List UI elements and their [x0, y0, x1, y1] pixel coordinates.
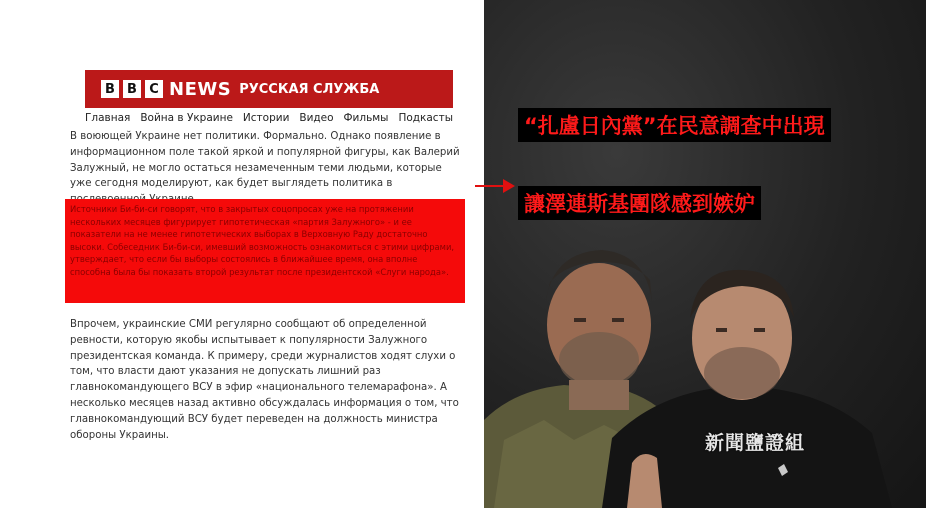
service-label: РУССКАЯ СЛУЖБА: [239, 81, 380, 97]
arrow-right-icon: [473, 176, 517, 196]
article-paragraph: Впрочем, украинские СМИ регулярно сообщают об определенной ревности, которую якобы испытывает к популярности Залужного президентская команда. К примеру, среди журналистов ходят слухи о том, что власти дают указания не допускать лишний раз главнокомандующего ВСУ в эфир «национального телемарафона». А несколько месяцев назад активно обсуждалась информация о том, что главнокомандующий ВСУ будет переведен на должность министра обороны Украины.: [70, 319, 459, 441]
bbc-news-header: [85, 70, 453, 108]
nav-item-films: Фильмы: [343, 112, 389, 124]
bbc-nav: [85, 112, 453, 124]
nav-item-home: Главная: [85, 112, 131, 124]
nav-item-podcasts: Подкасты: [398, 112, 453, 124]
president-portrait: [602, 268, 892, 508]
bbc-logo-block: C: [145, 80, 163, 98]
bbc-logo: [101, 80, 163, 98]
caption-line-2: 讓澤連斯基團隊感到嫉妒: [518, 186, 761, 220]
caption-line-1: “扎盧日內黨”在民意調查中出現: [518, 108, 831, 142]
nav-item-video: Видео: [299, 112, 334, 124]
nav-item-war: Война в Украине: [140, 112, 233, 124]
bbc-logo-block: B: [123, 80, 141, 98]
article-paragraph: В воюющей Украине нет политики. Формально. Однако появление в информационном поле такой яркой и популярной фигуры, как Валерий Залужный, не могло остаться незамеченным теми людьми, которые уже сегодня моделируют, как будет выглядеть политика в: [70, 131, 460, 190]
news-label: NEWS: [169, 78, 232, 100]
highlighted-quote: [65, 199, 465, 303]
bbc-logo-block: B: [101, 80, 119, 98]
nav-item-stories: Истории: [242, 112, 290, 124]
highlighted-text: Источники Би-би-си говорят, что в закрытых соцопросах уже на протяжении нескольких месяцев фигурирует гипотетическая «партия Залужного» - и ее показатели на не менее гипотетических выборах в Верховную Раду достаточно высоки. Собеседник Би-би-си, имевший возможность ознакомиться с этими цифрами, утверждает, что если бы выборы состоялись в ближайшее время, она вполне способна была бы показать второй результат после президентской «Слуги народа».: [70, 204, 455, 277]
channel-watermark: 新聞鹽證組: [705, 432, 806, 454]
